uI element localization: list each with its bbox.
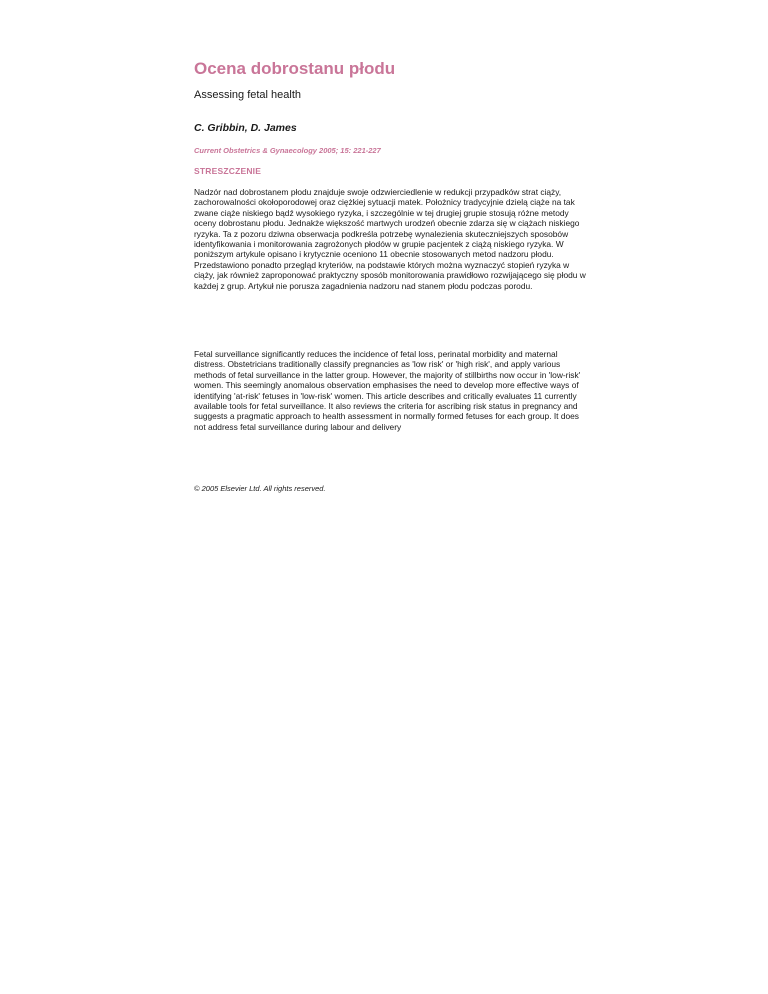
abstract-heading: STRESZCZENIE — [194, 166, 262, 176]
copyright-notice: © 2005 Elsevier Ltd. All rights reserved. — [194, 484, 326, 493]
article-subtitle: Assessing fetal health — [194, 89, 302, 101]
abstract-english: Fetal surveillance significantly reduces the incidence of fetal loss, perinatal morbidity and maternal distress. Obstetricians traditionally classify pregnancies as 'low risk' or 'high risk', and apply various methods of fetal surveillance in the latter group. However, the majority of stillbirths now occur in 'low-risk' women. This seemingly anomalous observation emphasises the need to develop more effective ways of identifying 'at-risk' fetuses in 'low-risk' women. This article describes and critically evaluates 11 currently available tools for fetal surveillance. It also reviews the criteria for ascribing risk status in pregnancy and suggests a pragmatic approach to health assessment in normally formed fetuses for each group. It does not address fetal surveillance during labour and delivery — [194, 349, 581, 432]
journal-citation: Current Obstetrics & Gynaecology 2005; 15: 221-227 — [194, 146, 381, 155]
article-authors: C. Gribbin, D. James — [194, 122, 297, 134]
article-title: Ocena dobrostanu płodu — [194, 59, 396, 78]
abstract-polish: Nadzór nad dobrostanem płodu znajduje swoje odzwierciedlenie w redukcji przypadków strat ciąży, zachorowalności okołoporodowej oraz ciężkiej sytuacji matek. Położnicy tradycyjnie dzielą ciąże na tak zwane ciąże niskiego bądź wysokiego ryzyka, i szczególnie w tej drugiej grupie stosują różne metody oceny dobrostanu płodu. Jednakże większość martwych urodzeń obecnie zdarza się w ciążach niskiego ryzyka. Ta z pozoru dziwna obserwacja podkreśla potrzebę wynalezienia skuteczniejszych sposobów identyfikowania i monitorowania zagrożonych płodów w grupie pacjentek z ciążą niskiego ryzyka. W poniższym artykule opisano i krytycznie oceniono 11 obecnie stosowanych metod nadzoru płodu. Przedstawiono ponadto przegląd kryteriów, na podstawie których można wyznaczyć stopień ryzyka w ciąży, jak również zaproponować praktyczny sposób monitorowania prawidłowo rozwijającego się płodu w każdej z grup. Artykuł nie porusza zagadnienia nadzoru nad stanem płodu podczas porodu. — [194, 187, 586, 291]
